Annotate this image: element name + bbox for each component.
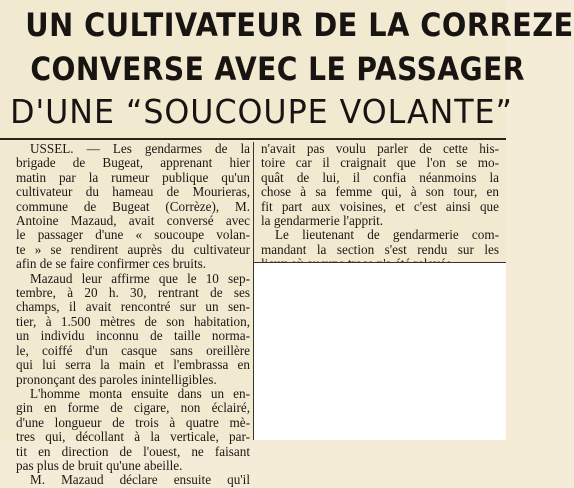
article-line: le, coiffé d'un casque sans oreillère xyxy=(16,342,250,358)
article-line: cultivateur du hameau de Mourieras, xyxy=(16,184,250,200)
article-column-left xyxy=(16,142,250,488)
article-line: tres qui, décollant à la verticale, par- xyxy=(16,429,250,445)
article-column-right xyxy=(261,142,499,272)
article-line: n'avait pas voulu parler de cette his- xyxy=(261,141,499,156)
article-line: Antoine Mazaud, avait conversé avec xyxy=(16,213,250,229)
article-line: USSEL. — Les gendarmes de la xyxy=(30,141,250,156)
article-line: la gendarmerie l'apprit. xyxy=(261,213,384,229)
blank-background xyxy=(254,263,506,440)
headline-line-3: D'UNE “SOUCOUPE VOLANTE” xyxy=(10,92,513,131)
article-line: Le lieutenant de gendarmerie com- xyxy=(275,227,499,243)
article-line: M. Mazaud déclare ensuite qu'il xyxy=(30,472,250,488)
article-line: mandant la section s'est rendu sur les xyxy=(261,241,499,257)
article-line: prononçant des paroles inintelligibles. xyxy=(16,371,217,387)
article-line: te » se rendirent auprès du cultivateur xyxy=(16,241,250,257)
article-line: afin de se faire confirmer ces bruits. xyxy=(16,256,207,272)
article-line: Mazaud leur affirme que le 10 sep- xyxy=(30,270,250,286)
article-line: matin par la rumeur publique qu'un xyxy=(16,169,250,185)
article-line: toire car il craignait que l'on se mo- xyxy=(261,155,499,171)
article-line: tembre, à 20 h. 30, rentrant de ses xyxy=(16,285,250,301)
article-line: d'une longueur de trois à quatre mè- xyxy=(16,414,250,430)
article-line: chose à sa femme qui, à son tour, en xyxy=(261,184,499,200)
article-line: tit en direction de l'ouest, ne faisant xyxy=(16,443,250,459)
article-line: le passager d'une « soucoupe volan- xyxy=(16,227,250,243)
article-line: commune de Bugeat (Corrèze), M. xyxy=(16,198,250,214)
article-line: tier, à 1.500 mètres de son habitation, xyxy=(16,313,250,329)
article-line: brigade de Bugeat, apprenant hier xyxy=(16,155,250,171)
article-line: L'homme monta ensuite dans un en- xyxy=(30,385,250,401)
article-line: fit part aux voisines, et c'est ainsi que xyxy=(261,198,499,214)
headline-rule xyxy=(0,138,506,140)
article-line: un individu inconnu de taille norma- xyxy=(16,328,250,344)
article-line: champs, il avait rencontré sur un sen- xyxy=(16,299,250,315)
article-line: gin en forme de cigare, non éclairé, xyxy=(16,400,250,416)
article-line: pas plus de bruit qu'une abeille. xyxy=(16,457,183,473)
headline-line-2: CONVERSE AVEC LE PASSAGER xyxy=(30,50,525,88)
article-line: quât de lui, il confia néanmoins la xyxy=(261,169,499,185)
article-line: qui lui serra la main et l'embrassa en xyxy=(16,357,250,373)
headline-line-1: UN CULTIVATEUR DE LA CORREZE xyxy=(25,6,574,44)
